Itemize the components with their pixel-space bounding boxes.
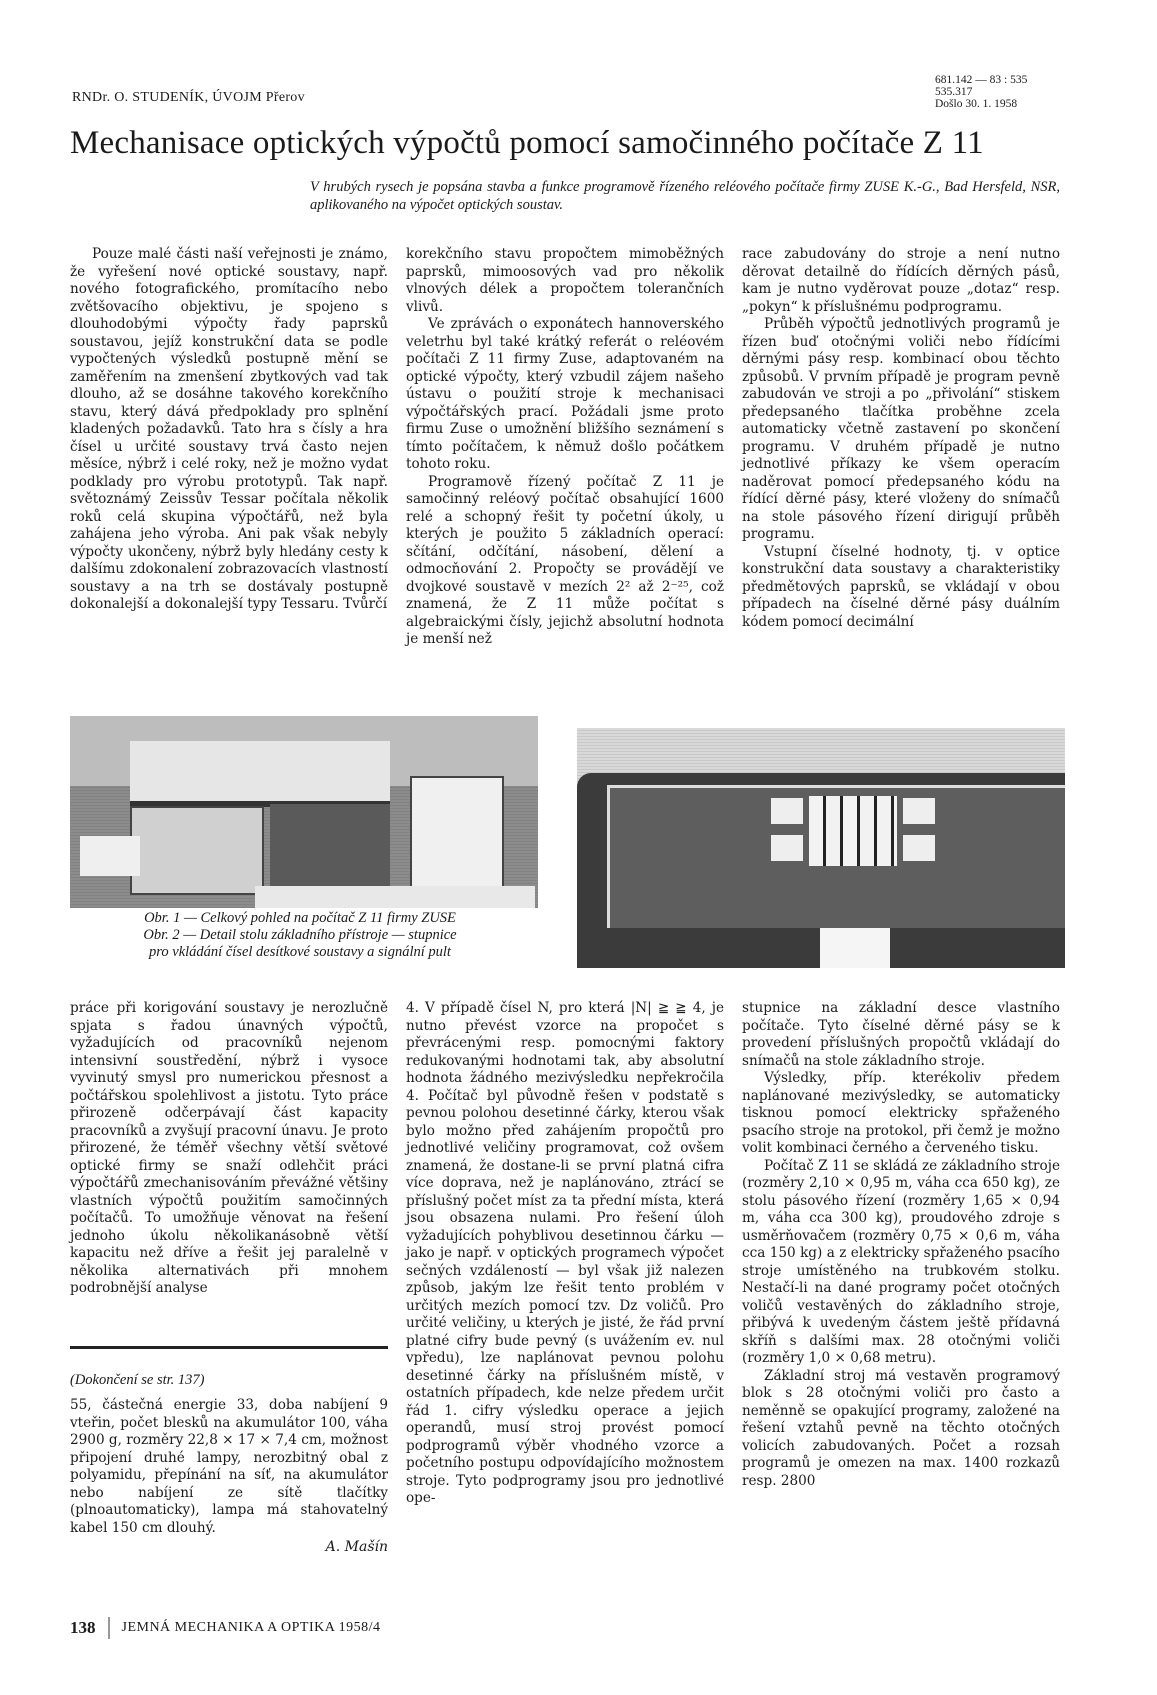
- photo-typewriter: [80, 836, 140, 876]
- figure-1-photo: [70, 716, 538, 908]
- abstract: V hrubých rysech je popsána stavba a funkce programově řízeného reléového počítače firmy ZUSE K.-G., Bad Hersfeld, NSR, aplikovaného na výpočet optických soustav.: [310, 179, 1060, 213]
- continuation-text: 55, částečná energie 33, doba nabíjení 9 vteřin, počet blesků na akumulátor 100, váha 2900 g, rozměry 22,8 × 17 × 7,4 cm, možnost připojení druhé lampy, nerozbitný obal z polyamidu, přepínání na síť, na akumulátor nebo nabíjení ze sítě tlačítky (plnoautomaticky), lampa má stahovatelný kabel 150 cm dlouhý.: [70, 1397, 388, 1536]
- continuation-block: [70, 1372, 388, 1555]
- photo-side-unit: [410, 776, 504, 890]
- page-number: 138: [70, 1618, 96, 1637]
- section-divider: [70, 1346, 388, 1349]
- photo-panel: [270, 804, 390, 894]
- paragraph: Výsledky, příp. kterékoliv předem naplánované mezivýsledky, se automaticky tisknou pomocí elektricky spřaženého psacího stroje na protokol, při čemž je možno volit kombinaci černého a červeného tisku.: [742, 1070, 1060, 1156]
- photo-indicator: [903, 798, 935, 824]
- signature: A. Mašín: [325, 1539, 388, 1555]
- paragraph: race zabudovány do stroje a není nutno děrovat detailně do řídících děrných pásů, kam je nutno vyděrovat pouze „dotaz“ resp. „pokyn“ k příslušnému podprogramu.: [742, 246, 1060, 315]
- continuation-heading: (Dokončení se str. 137): [70, 1372, 205, 1388]
- paragraph: Základní stroj má vestavěn programový blok s 28 otočnými voliči pro často a neměnně se opakující programy, založené na řešení vztahů pevně na těchto otočných volicích zabudovaných. Počet a rozsah programů je omezen na max. 1400 rozkazů resp. 2800: [742, 1367, 1060, 1489]
- photo-tape-reader: [820, 928, 890, 968]
- photo-cabinet: [130, 806, 264, 895]
- column-1: [70, 246, 388, 614]
- journal-name: JEMNÁ MECHANIKA A OPTIKA 1958/4: [121, 1620, 381, 1635]
- paragraph: práce při korigování soustavy je nerozlučně spjata s řadou únavných výpočtů, vyžadujících od pracovníků nejenom intensivní soustředění, nýbrž i vysoce vyvinutý smysl pro numerickou přesnost a počtářskou spolehlivost a jistotu. Tyto práce přirozeně odčerpávají část kapacity pracovníků a zvyšují pracovní únavu. Je proto přirozené, že téměř všechny větší světové optické firmy se snaží odlehčit práci výpočtářů zmechanisováním převážné většiny vlastních výpočtů použitím samočinných počítačů. To umožňuje věnovat na řešení jednoho úkolu několikanásobně větší kapacitu než dříve a řešit jej paralelně v několika alternativách při mnohem podrobnější analyse: [70, 1000, 388, 1296]
- paragraph: Programově řízený počítač Z 11 je samočinný reléový počítač obsahující 1600 relé a schopný řešit ty početní úkoly, u kterých je použito 5 základních operací: sčítání, odčítání, násobení, dělení a odmocňování 2. Propočty se provádějí ve dvojkové soustavě v mezích 2² až 2⁻²⁵, což znamená, že Z 11 může počítat s algebraickými čísly, jejichž absolutní hodnota je menší než: [406, 473, 724, 647]
- caption-line: Obr. 1 — Celkový pohled na počítač Z 11 firmy ZUSE: [144, 910, 456, 926]
- udc-line: 681.142 — 83 : 535: [935, 74, 1028, 86]
- udc-block: [935, 74, 1027, 110]
- paragraph: Ve zprávách o exponátech hannoverského veletrhu byl také krátký referát o reléovém počítači Z 11 firmy Zuse, adaptovaném na optické výpočty, který vzbudil zájem našeho ústavu o použití stroje k mechanisaci výpočtářských prací. Požádali jsme proto firmu Zuse o umožnění bližšího seznámení s tímto počítačem, k němuž došlo počátkem tohoto roku.: [406, 316, 724, 472]
- photo-indicator: [903, 835, 935, 861]
- photo-indicator: [771, 835, 803, 861]
- received-date: Došlo 30. 1. 1958: [935, 98, 1018, 110]
- column-2: [406, 246, 724, 649]
- paragraph: 4. V případě čísel N, pro která |N| ≧ ≧ 4, je nutno převést vzorce na propočet s převrácenými resp. pomocnými faktory redukovanými hodnotami tak, aby absolutní hodnota žádného mezivýsledku nepřekročila 4. Počítač byl původně řešen v podstatě s pevnou polohou desetinné čárky, kterou však bylo možno před zahájením propočtů pro jednotlivé veličiny programovat, což ovšem znamená, že dostane-li se první platná cifra více doprava, než je naplánováno, ztrácí se příslušný počet míst za ta přední místa, která jsou obsazena nulami. Pro řešení úloh vyžadujících pohyblivou desetinnou čárku — jako je např. v optických programech výpočet sečných vzdáleností — byl však již nalezen způsob, jakým lze řešit tento problém v určitých mezích pomocí tzv. Dz voličů. Pro určité veličiny, u kterých je jisté, že řád první platné cifry bude pevný (s uvážením ev. nul vpředu), lze naplánovat pevnou polohu desetinné čárky na příslušném místě, v ostatních případech, kde nelze předem určit řád 1. cifry výsledku operace a jejich operandů, musí stroj provést pomocí podprogramů výběr vhodného vzorce a početního postupu odpovídajícího možnostem stroje. Tyto podprogramy jsou pro jednotlivé ope-: [406, 1000, 724, 1506]
- column-4: [70, 1000, 388, 1298]
- paragraph: Pouze malé části naší veřejnosti je známo, že vyřešení nové optické soustavy, např. nového fotografického, promítacího nebo zvětšovacího objektivu, je spojeno s dlouhodobými výpočty řady paprsků soustavou, jejíž konstrukční data se podle vypočtených výsledků postupně mění se zaměřením na zmenšení zbytkových vad tak dlouho, až se dosáhne takového korekčního stavu, který dává předpoklady pro splnění kladených požadavků. Tato hra s čísly a hra čísel u určité soustavy trvá často nejen měsíce, nýbrž i celé roky, než je možno vydat podklady pro výrobu prototypů. Tak např. světoznámý Zeissův Tessar počítala několik roků celá skupina výpočtářů, než byla zahájena jeho výroba. Ani pak však nebyly výpočty ukončeny, nýbrž byly hledány cesty k dalšímu zdokonalení zobrazovacích vlastností soustavy a na trh se dostávaly postupně dokonalejší a dokonalejší typy Tessaru. Tvůrčí: [70, 246, 388, 612]
- udc-line: 535.317: [935, 86, 973, 98]
- column-6: [742, 1000, 1060, 1490]
- column-3: [742, 246, 1060, 631]
- column-5: [406, 1000, 724, 1508]
- page-footer: [70, 1617, 380, 1639]
- photo-indicator: [771, 798, 803, 824]
- paragraph: Počítač Z 11 se skládá ze základního stroje (rozměry 2,10 × 0,95 m, váha cca 650 kg), ze stolu pásového řízení (rozměry 1,65 × 0,94 m, váha cca 300 kg), proudového zdroje s usměrňovačem (rozměry 0,75 × 0,6 m, váha cca 150 kg) a z elektricky spřaženého psacího stroje umístěného na trubkovém stolku. Nestačí-li na dané programy počet otočných voličů vestavěných do základního stroje, přibývá k uvedeným částem ještě přídavná skříň s dalšími max. 28 otočnými voliči (rozměry 1,0 × 0,68 metru).: [742, 1157, 1060, 1366]
- photo-cabinet-top: [130, 741, 390, 807]
- paragraph: Vstupní číselné hodnoty, tj. v optice konstrukční data soustavy a charakteristiky předmětových paprsků, se vkládají v obou případech na číselné děrné pásy duálním kódem pomocí decimální: [742, 543, 1060, 630]
- paragraph: korekčního stavu propočtem mimoběžných paprsků, mimoosových vad pro několik vlnových délek a propočtem tolerančních vlivů.: [406, 246, 724, 315]
- article-title: Mechanisace optických výpočtů pomocí samočinného počítače Z 11: [70, 125, 984, 161]
- footer-divider: [108, 1617, 110, 1639]
- caption-line: Obr. 2 — Detail stolu základního přístroje — stupnice: [143, 927, 457, 943]
- paragraph: stupnice na základní desce vlastního počítače. Tyto číselné děrné pásy se k provedení příslušných propočtů vkládají do snímačů na stole základního stroje.: [742, 1000, 1060, 1069]
- figure-caption: [60, 910, 540, 961]
- figure-2-photo: [577, 728, 1065, 968]
- photo-keypad: [809, 796, 897, 866]
- caption-line: pro vkládání čísel desítkové soustavy a signální pult: [149, 944, 451, 960]
- author-line: RNDr. O. STUDENÍK, ÚVOJM Přerov: [72, 90, 305, 105]
- photo-floor: [255, 886, 535, 908]
- paragraph: Průběh výpočtů jednotlivých programů je řízen buď otočnými voliči nebo řídícími děrnými pásy resp. kombinací obou těchto způsobů. V prvním případě je program pevně zabudován ve stroji a po „přivolání“ stiskem předepsaného tlačítka proběhne zcela automaticky včetně zastavení po skončení programu. V druhém případě je nutno jednotlivé příkazy ke všem operacím naděrovat pomocí předepsaného kódu na řídící děrné pásy, které vloženy do snímačů na stole pásového řízení dirigují průběh programu.: [742, 316, 1060, 542]
